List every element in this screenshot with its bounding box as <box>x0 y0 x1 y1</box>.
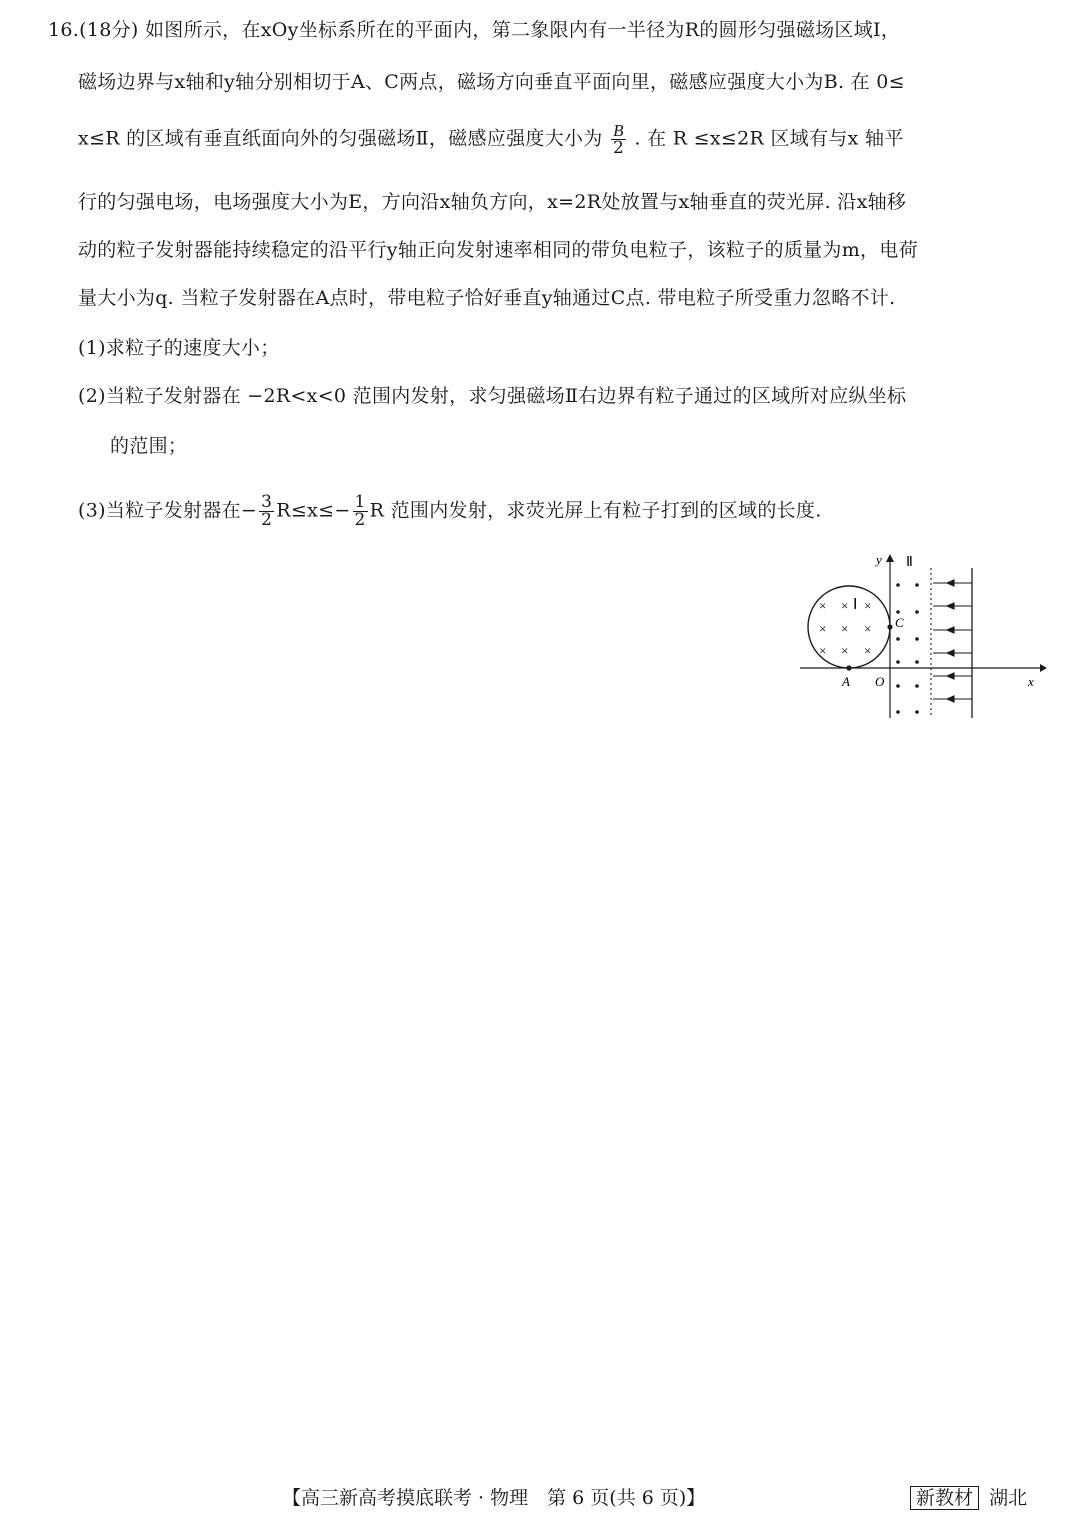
question-2-line-2: 的范围； <box>110 435 188 457</box>
origin-label: O <box>875 674 885 689</box>
new-textbook-badge: 新教材 <box>910 1486 979 1510</box>
fraction-numerator: B <box>611 122 626 140</box>
problem-line-3-text-b: . 在 R ≤x≤2R 区域有与x 轴平 <box>634 127 904 150</box>
question-3-text-b: R≤x≤− <box>276 499 351 522</box>
region-1-label: Ⅰ <box>853 597 858 613</box>
fraction-numerator: 3 <box>261 492 273 512</box>
problem-line-3 <box>78 122 904 157</box>
y-axis-arrow-icon <box>886 554 894 562</box>
fraction-numerator: 1 <box>354 492 366 512</box>
problem-line-1 <box>48 16 900 44</box>
problem-line-6: 量大小为q. 当粒子发射器在A点时，带电粒子恰好垂直y轴通过C点. 带电粒子所受重力忽略不计. <box>78 287 896 309</box>
cross-mark: × <box>864 643 872 658</box>
x-axis-label: x <box>1028 674 1034 689</box>
field-out-of-page-marks <box>896 583 919 714</box>
arrow-left-icon <box>947 603 954 609</box>
field-into-page-marks <box>819 598 871 658</box>
electric-field-lines <box>933 580 972 702</box>
x-axis-arrow-icon <box>1040 664 1047 672</box>
point-a-dot <box>846 665 851 670</box>
problem-points: (18分) <box>79 19 139 41</box>
question-2-line-1: (2)当粒子发射器在 −2R<x<0 范围内发射，求匀强磁场Ⅱ右边界有粒子通过的区域所对应纵坐标 <box>78 385 907 407</box>
cross-mark: × <box>841 598 849 613</box>
fraction-denominator: 2 <box>261 510 273 530</box>
arrow-left-icon <box>947 673 954 679</box>
region-label: 湖北 <box>989 1487 1028 1509</box>
field-diagram <box>798 550 1048 722</box>
region-2-label: Ⅱ <box>906 555 913 570</box>
arrow-left-icon <box>947 580 954 586</box>
fraction-1-over-2 <box>353 494 368 529</box>
arrow-left-icon <box>947 627 954 633</box>
fraction-3-over-2 <box>259 494 274 529</box>
question-3 <box>78 494 822 529</box>
cross-mark: × <box>819 643 827 658</box>
question-1: (1)求粒子的速度大小； <box>78 337 280 359</box>
fraction-b-over-2 <box>611 122 626 157</box>
problem-number: 16. <box>48 19 80 41</box>
arrow-left-icon <box>947 696 954 702</box>
cross-mark: × <box>841 621 849 636</box>
cross-mark: × <box>819 621 827 636</box>
fraction-denominator: 2 <box>612 138 625 158</box>
problem-line-3-text-a: x≤R 的区域有垂直纸面向外的匀强磁场Ⅱ，磁感应强度大小为 <box>78 127 603 150</box>
cross-mark: × <box>864 598 872 613</box>
problem-text-line-1: 如图所示，在xOy坐标系所在的平面内，第二象限内有一半径为R的圆形匀强磁场区域Ⅰ， <box>144 19 901 41</box>
problem-line-5: 动的粒子发射器能持续稳定的沿平行y轴正向发射速率相同的带负电粒子，该粒子的质量为m，电荷 <box>78 239 918 261</box>
point-c-label: C <box>895 615 904 630</box>
y-axis-label: y <box>876 552 882 567</box>
page-footer-title: 【高三新高考摸底联考 · 物理 第 6 页(共 6 页)】 <box>282 1487 706 1509</box>
question-3-text-c: R 范围内发射，求荧光屏上有粒子打到的区域的长度. <box>369 499 822 522</box>
problem-line-2: 磁场边界与x轴和y轴分别相切于A、C两点，磁场方向垂直平面向里，磁感应强度大小为B. 在 0≤ <box>78 71 905 93</box>
arrow-left-icon <box>947 650 954 656</box>
question-3-text-a: (3)当粒子发射器在− <box>78 499 258 522</box>
cross-mark: × <box>864 621 872 636</box>
point-a-label: A <box>842 674 850 689</box>
point-c-dot <box>887 624 892 629</box>
fraction-denominator: 2 <box>354 510 366 530</box>
page-footer-tags <box>910 1485 1027 1511</box>
cross-mark: × <box>841 643 849 658</box>
cross-mark: × <box>819 598 827 613</box>
problem-line-4: 行的匀强电场，电场强度大小为E，方向沿x轴负方向，x=2R处放置与x轴垂直的荧光屏. 沿x轴移 <box>78 191 907 213</box>
